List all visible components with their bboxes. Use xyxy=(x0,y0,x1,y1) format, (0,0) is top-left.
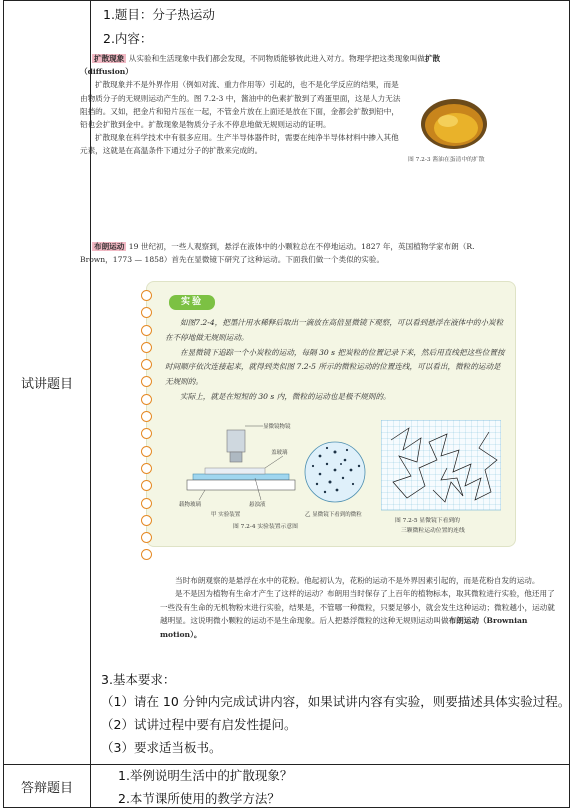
label-part-a: 甲 实验装置 xyxy=(211,512,241,518)
requirement-item-3: （3）要求适当板书。 xyxy=(101,740,222,755)
after-p1: 当时布朗观察的是悬浮在水中的花粉。他起初认为，花粉的运动不是外界因素引起的，而是花粉自发的运动。 xyxy=(175,576,540,585)
diffusion-p3: 扩散现象在科学技术中有很多应用。生产半导体器件时，需要在纯净半导体材料中掺入其他元素，这就是在高温条件下通过分子的扩散来完成的。 xyxy=(80,133,399,156)
brown-p1: 19 世纪初，一些人观察到，悬浮在液体中的小颗粒总在不停地运动。1827 年，英国植物学家布朗（R. Brown，1773 — 1858）首先在显微镜下研究了这种运动。下面我们做一个类似的实验。 xyxy=(80,242,475,265)
after-keyword: 布朗运动 xyxy=(448,616,479,626)
diffusion-p2: 扩散现象并不是外界作用（例如对流、重力作用等）引起的，也不是化学反应的结果，而是由物质分子的无规则运动产生的。图 7.2-3 中，酱油中的色素扩散到了鸡蛋里面，这是人力无法阻挡的。又如，把金片和铅片压在一起，不管金片放在上面还是放在下面，金都会扩散到铅中，铅也会扩散到金中。扩散现象是物质分子永不停息地做无规则运动的证明。 xyxy=(80,80,401,130)
brown-heading: 布朗运动 xyxy=(94,242,125,251)
after-p2: 是不是因为植物有生命才产生了这样的运动？布朗用当时保存了上百年的植物标本，取其微粒进行实验，他还用了一些没有生命的无机物粉末进行实验，结果是，不管哪一种微粒，只要足够小，就会发生这种运动；微粒越小，运动就越明显。这说明微小颗粒的运动不是生命现象。后人把悬浮微粒的这种无规则运动叫做 xyxy=(160,589,555,626)
title-line: 1.题目：分子热运动 xyxy=(103,7,215,22)
experiment-tag: 实验 xyxy=(169,295,215,310)
fig-7-2-5-caption-line1: 图 7.2-5 显微镜下看到的 xyxy=(395,518,460,524)
diffusion-heading: 扩散现象 xyxy=(94,54,125,63)
after-keyword-en: （Brownian motion）。 xyxy=(160,616,528,639)
label-part-b: 乙 显微镜下看到的微粒 xyxy=(305,512,362,518)
row-label-qa: 答辩题目 xyxy=(4,765,91,808)
requirements-heading: 3.基本要求： xyxy=(101,672,176,687)
fig-7-2-5 xyxy=(381,420,501,542)
diffusion-keyword-en: （diffusion） xyxy=(80,67,133,77)
diffusion-p1: 从实验和生活现象中我们都会发现，不同物质能够彼此进入对方。物理学把这类现象叫做 xyxy=(128,54,425,63)
requirement-item-1: （1）请在 10 分钟内完成试讲内容，如果试讲内容有实验，则要描述具体实验过程。 xyxy=(101,694,571,709)
exp-p3: 实际上，就是在短短的 30 s 内，微粒的运动也是极不规则的。 xyxy=(180,391,391,401)
label-suspension: 悬浊液 xyxy=(249,502,266,508)
fig-7-2-4-caption: 图 7.2-4 实验装置示意图 xyxy=(233,524,298,530)
textbook-brown-intro xyxy=(80,240,498,267)
label-cover-glass: 盖玻璃 xyxy=(271,450,288,456)
experiment-text xyxy=(165,316,505,405)
textbook-after-experiment xyxy=(160,574,572,641)
label-slide: 载物玻璃 xyxy=(179,502,202,508)
fig-7-2-3-caption: 图 7.2-3 酱油在蛋清中的扩散 xyxy=(408,157,485,163)
egg-image xyxy=(418,95,488,151)
fig-7-2-4 xyxy=(175,412,375,532)
requirement-item-2: （2）试讲过程中要有启发性提问。 xyxy=(101,717,297,732)
fig-7-2-5-caption-line2: 三颗微粒运动位置的连线 xyxy=(401,528,465,534)
qa-item-1: 1.举例说明生活中的扩散现象？ xyxy=(118,768,293,783)
qa-item-2: 2.本节课所使用的教学方法？ xyxy=(118,791,280,806)
binding-rings xyxy=(141,290,153,567)
content-label: 2.内容： xyxy=(103,31,153,46)
label-eyepiece: 显微镜物镜 xyxy=(263,424,291,430)
experiment-box xyxy=(146,281,516,547)
textbook-diffusion xyxy=(80,52,448,158)
exp-p1: 如图7.2-4，把墨汁用水稀释后取出一滴放在高倍显微镜下观察，可以看到悬浮在液体中的小炭粒在不停地做无规则运动。 xyxy=(165,318,504,342)
row-label-main: 试讲题目 xyxy=(4,1,91,765)
exp-p2: 在显微镜下追踪一个小炭粒的运动，每隔 30 s 把炭粒的位置记录下来，然后用直线把这些位置按时间顺序依次连接起来，就得到类似图 7.2-5 所示的微粒运动的位置连线，可以看出，微粒的运动是无规则的。 xyxy=(165,347,505,387)
diffusion-keyword: 扩散 xyxy=(424,54,441,63)
